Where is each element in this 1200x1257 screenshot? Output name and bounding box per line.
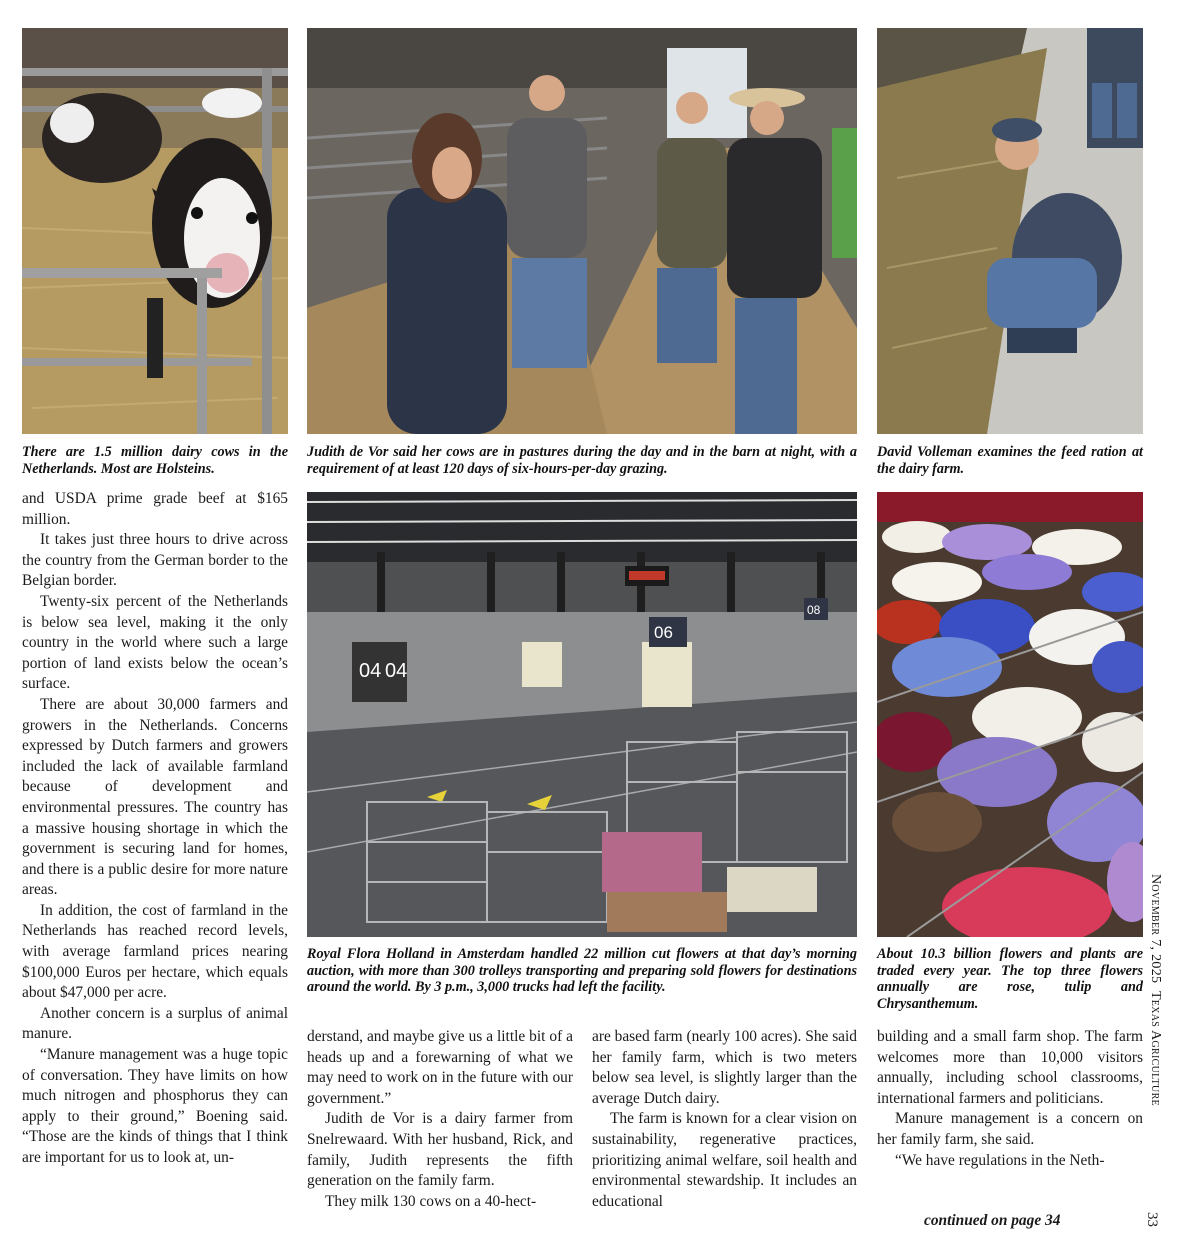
- paragraph: Manure management is a concern on her family farm, she said.: [877, 1110, 1143, 1148]
- paragraph: In addition, the cost of farmland in the Netherlands has reached record levels, with average farmland prices nearing $100,000 Euros per hectare, which equals about $47,000 per acre.: [22, 901, 288, 1002]
- caption-calf: There are 1.5 million dairy cows in the Netherlands. Most are Holsteins.: [22, 444, 288, 477]
- photo-flower-auction-hall: [307, 492, 857, 937]
- issue-date: November 7, 2025: [1148, 874, 1163, 984]
- paragraph: Judith de Vor is a dairy farmer from Snelrewaard. With her husband, Rick, and family, Judith represents the fifth generation on the family farm.: [307, 1110, 573, 1190]
- paragraph: derstand, and maybe give us a little bit of a heads up and a forewarning of what we may need to work on in the future with our government.”: [307, 1028, 573, 1107]
- paragraph: building and a small farm shop. The farm welcomes more than 10,000 visitors annually, including school classrooms, international farmers and politicians.: [877, 1028, 1143, 1107]
- article-column-1: [22, 489, 288, 1169]
- article-column-2: [307, 1027, 573, 1212]
- page-number: 33: [1144, 1212, 1160, 1227]
- article-column-3: [592, 1027, 857, 1212]
- photo-flower-carts: [877, 492, 1143, 937]
- photo-judith-de-vor: [307, 28, 857, 434]
- publication-name: Texas Agriculture: [1148, 990, 1163, 1106]
- article-column-4: [877, 1027, 1143, 1171]
- photo-david-volleman: [877, 28, 1143, 434]
- paragraph: and USDA prime grade beef at $165 million.: [22, 490, 288, 528]
- paragraph: They milk 130 cows on a 40-hect-: [325, 1192, 537, 1210]
- auction-sign-04b: 04: [385, 660, 408, 682]
- auction-sign-04a: 04: [359, 660, 382, 682]
- photo-calf: [22, 28, 288, 434]
- caption-david-volleman: David Volleman examines the feed ration at the dairy farm.: [877, 444, 1143, 477]
- caption-flower-auction: Royal Flora Holland in Amsterdam handled 22 million cut flowers at that day’s morning auction, with more than 300 trolleys transporting and preparing sold flowers for destinations around the world. By 3 p.m., 3,000 trucks had left the facility.: [307, 946, 857, 995]
- paragraph: There are about 30,000 farmers and growers in the Netherlands. Concerns expressed by Dutch farmers and growers included the lack of available farmland because of development and environmental pressures. The country has a massive housing shortage in which the government is securing land for homes, and there is a public desire for more nature areas.: [22, 695, 288, 899]
- paragraph: The farm is known for a clear vision on sustainability, regenerative practices, prioritizing animal welfare, soil health and environmental stewardship. It includes an educational: [592, 1110, 857, 1210]
- paragraph: “We have regulations in the Neth-: [895, 1151, 1105, 1169]
- paragraph: It takes just three hours to drive across the country from the German border to the Belgian border.: [22, 531, 288, 590]
- auction-sign-06: 06: [654, 623, 673, 642]
- paragraph: Twenty-six percent of the Netherlands is below sea level, making it the only country in the world where such a large portion of land exists below the ocean’s surface.: [22, 592, 288, 693]
- auction-sign-08: 08: [807, 603, 821, 617]
- paragraph: Another concern is a surplus of animal manure.: [22, 1004, 288, 1043]
- paragraph: are based farm (nearly 100 acres). She said her family farm, which is two meters below sea level, is slightly larger than the average Dutch dairy.: [592, 1028, 857, 1107]
- caption-flower-carts: About 10.3 billion flowers and plants are traded every year. The top three flowers annually are rose, tulip and Chrysanthemum.: [877, 946, 1143, 1012]
- continued-link[interactable]: continued on page 34: [924, 1212, 1061, 1229]
- paragraph: “Manure management was a huge topic of conversation. They have limits on how much nitrogen and phosphorus they can apply to their ground,” Boening said. “Those are the kinds of things that I think are important for us to look at, un-: [22, 1046, 288, 1166]
- caption-judith-de-vor: Judith de Vor said her cows are in pastures during the day and in the barn at night, with a requirement of at least 120 days of six-hours-per-day grazing.: [307, 444, 857, 477]
- running-footer: [1143, 874, 1163, 1174]
